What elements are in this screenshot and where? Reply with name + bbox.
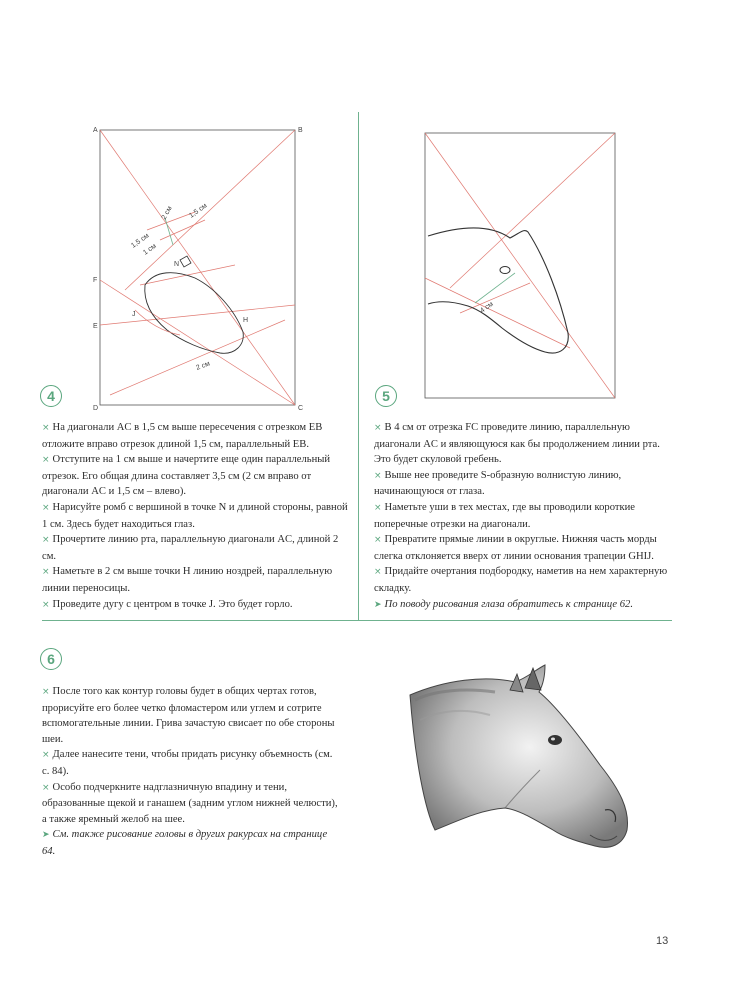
step-number-badge: 6 bbox=[40, 648, 62, 670]
list-item: × Проведите дугу с центром в точке J. Это будет горло. bbox=[42, 598, 293, 610]
bullet-icon: × bbox=[42, 423, 50, 433]
page-reference: ➤ По поводу рисования глаза обратитесь к странице 62. bbox=[374, 598, 633, 610]
label-C: C bbox=[298, 405, 304, 412]
bullet-icon: × bbox=[42, 687, 50, 697]
step4-instructions bbox=[42, 420, 350, 613]
bullet-icon: × bbox=[42, 535, 50, 546]
horse-head-illustration bbox=[405, 660, 645, 855]
step6-instructions bbox=[42, 684, 342, 860]
list-item: × Прочертите линию рта, параллельную диагонали AC, длиной 2 см. bbox=[42, 534, 339, 562]
step-number-badge: 4 bbox=[40, 385, 62, 407]
label-B: B bbox=[298, 127, 303, 134]
bullet-icon: × bbox=[374, 567, 382, 578]
page-number: 13 bbox=[656, 935, 669, 947]
bullet-icon: × bbox=[374, 535, 382, 546]
list-item: × После того как контур головы будет в общих чертах готов, прорисуйте его более четко фломастером или углем и сотрите вспомогательные линии. Грива зачастую свисает по обе стороны шеи. bbox=[42, 686, 335, 745]
bullet-icon: × bbox=[42, 455, 50, 466]
page-reference: ➤ См. также рисование головы в других ракурсах на странице 64. bbox=[42, 829, 328, 857]
measure-label: 2 см bbox=[195, 360, 211, 372]
arrow-icon: ➤ bbox=[374, 599, 382, 610]
list-item: × Выше нее проведите S-образную волнистую линию, начинающуюся от глаза. bbox=[374, 469, 622, 498]
step-number-badge: 5 bbox=[375, 385, 397, 407]
measure-label: 1 см bbox=[142, 242, 158, 257]
list-item: × Придайте очертания подбородку, наметив на нем характерную складку. bbox=[374, 566, 668, 594]
bullet-icon: × bbox=[42, 599, 50, 610]
label-J: J bbox=[132, 311, 136, 318]
list-item: × Отступите на 1 см выше и начертите еще один параллельный отрезок. Его общая длина составляет 3,5 см (2 см вправо от диагонали AC и 1,5 см – влево). bbox=[42, 454, 331, 498]
list-item: × Особо подчеркните надглазничную впадину и тени, образованные щекой и ганашем (задним углом нижней челюсти), а также яремный желоб на шее. bbox=[42, 781, 338, 825]
column-divider bbox=[358, 112, 359, 620]
list-item: × В 4 см от отрезка FC проведите линию, параллельную диагонали AC и являющуюся как бы продолжением линии рта. Это будет скуловой гребень. bbox=[374, 422, 660, 466]
measure-label: 1,5 см bbox=[188, 202, 209, 220]
bullet-icon: × bbox=[42, 567, 50, 578]
section-divider bbox=[42, 620, 672, 621]
bullet-icon: × bbox=[374, 470, 382, 481]
bullet-icon: × bbox=[42, 750, 50, 761]
label-D: D bbox=[93, 405, 99, 412]
label-E: E bbox=[93, 323, 98, 330]
list-item: × На диагонали AC в 1,5 см выше пересечения с отрезком EB отложите вправо отрезок длиной 1,5 см, параллельный EB. bbox=[42, 422, 323, 450]
label-F: F bbox=[93, 277, 98, 284]
arrow-icon: ➤ bbox=[42, 830, 50, 841]
bullet-icon: × bbox=[374, 423, 382, 433]
bullet-icon: × bbox=[42, 782, 50, 793]
measure-label: 1,5 см bbox=[130, 232, 151, 250]
bullet-icon: × bbox=[42, 502, 50, 513]
list-item: × Нарисуйте ромб с вершиной в точке N и длиной стороны, равной 1 см. Здесь будет находиться глаз. bbox=[42, 501, 348, 530]
list-item: × Далее нанесите тени, чтобы придать рисунку объемность (см. с. 84). bbox=[42, 749, 333, 777]
list-item: × Наметьте в 2 см выше точки H линию ноздрей, параллельную линии переносицы. bbox=[42, 566, 333, 594]
label-N: N bbox=[174, 261, 180, 268]
step5-instructions bbox=[374, 420, 674, 613]
label-A: A bbox=[93, 127, 98, 134]
measure-label: 2 см bbox=[160, 205, 174, 221]
bullet-icon: × bbox=[374, 502, 382, 513]
label-H: H bbox=[243, 317, 249, 324]
measure-label: 4 см bbox=[479, 300, 495, 315]
list-item: × Превратите прямые линии в округлые. Нижняя часть морды слегка отклоняется вверх от линии основания трапеции GHIJ. bbox=[374, 534, 657, 562]
list-item: × Наметьте уши в тех местах, где вы проводили короткие поперечные отрезки на диагонали. bbox=[374, 501, 636, 530]
step4-construction-diagram bbox=[85, 120, 310, 420]
step5-construction-diagram bbox=[420, 128, 620, 403]
